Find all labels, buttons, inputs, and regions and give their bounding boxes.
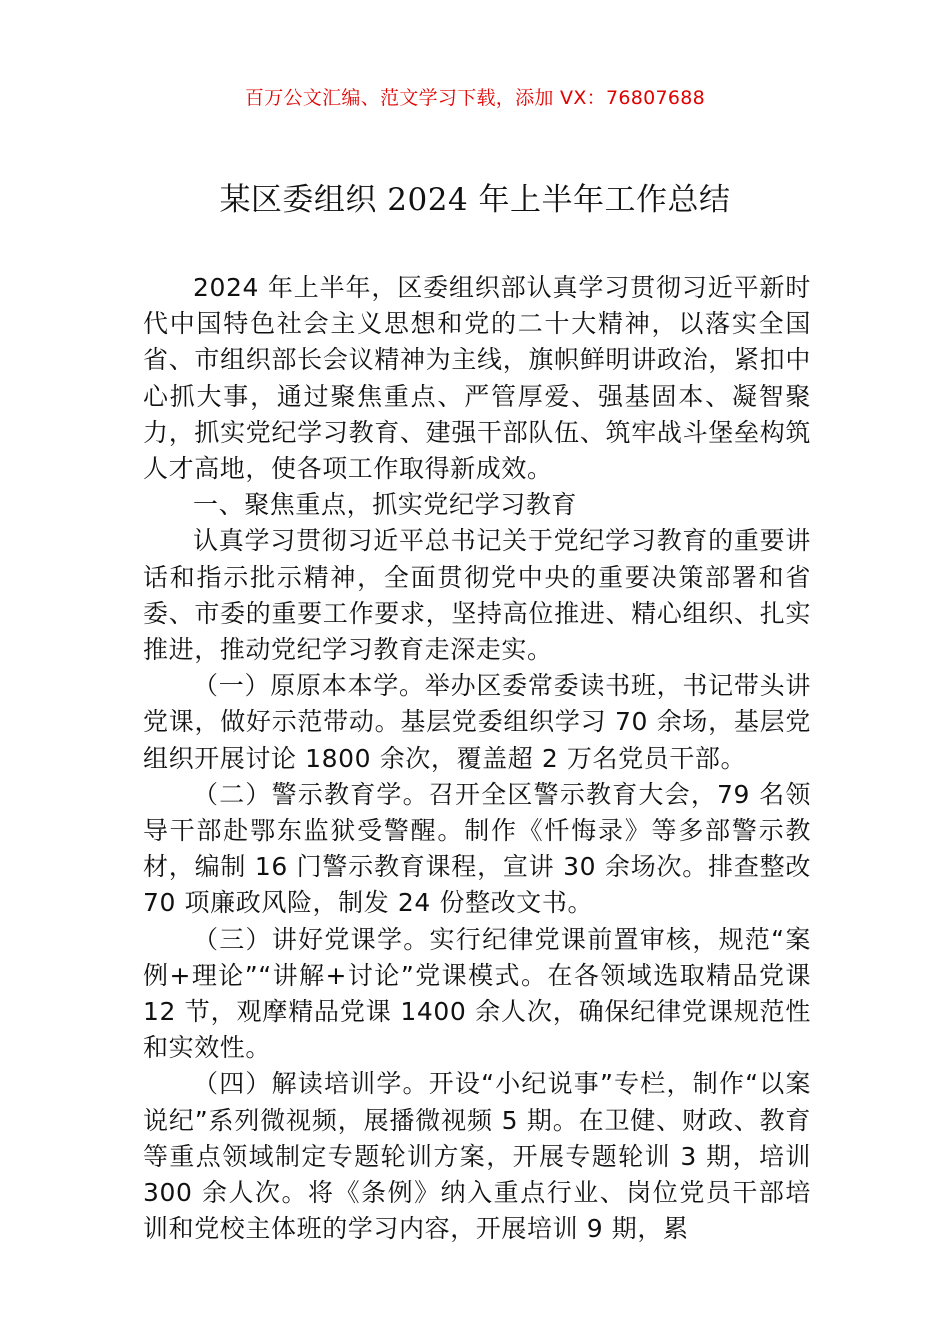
paragraph-item-3: （三）讲好党课学。实行纪律党课前置审核，规范“案例+理论”“讲解+讨论”党课模式。在各领域选取精品党课 12 节，观摩精品党课 1400 余人次，确保纪律党课规范性和实效性。 bbox=[143, 924, 811, 1063]
promo-banner: 百万公文汇编、范文学习下载，添加 VX：76807688 bbox=[244, 87, 706, 109]
paragraph-item-1: （一）原原本本学。举办区委常委读书班，书记带头讲党课，做好示范带动。基层党委组织学习 70 余场，基层党组织开展讨论 1800 余次，覆盖超 2 万名党员干部。 bbox=[143, 671, 811, 773]
paragraph-item-4: （四）解读培训学。开设“小纪说事”专栏，制作“以案说纪”系列微视频，展播微视频 5 期。在卫健、财政、教育等重点领域制定专题轮训方案，开展专题轮训 3 期，培训 300 余人次。将《条例》纳入重点行业、岗位党员干部培训和党校主体班的学习内容，开展培训 9 期，累 bbox=[143, 1069, 811, 1244]
paragraph-section-1: 认真学习贯彻习近平总书记关于党纪学习教育的重要讲话和指示批示精神，全面贯彻党中央的重要决策部署和省委、市委的重要工作要求，坚持高位推进、精心组织、扎实推进，推动党纪学习教育走深走实。 bbox=[143, 526, 811, 665]
paragraph-intro: 2024 年上半年，区委组织部认真学习贯彻习近平新时代中国特色社会主义思想和党的二十大精神，以落实全国省、市组织部长会议精神为主线，旗帜鲜明讲政治，紧扣中心抓大事，通过聚焦重点、严管厚爱、强基固本、凝智聚力，抓实党纪学习教育、建强干部队伍、筑牢战斗堡垒构筑人才高地，使各项工作取得新成效。 bbox=[143, 273, 811, 484]
paragraph-item-2: （二）警示教育学。召开全区警示教育大会，79 名领导干部赴鄂东监狱受警醒。制作《忏悔录》等多部警示教材，编制 16 门警示教育课程，宣讲 30 余场次。排查整改 70 项廉政风险，制发 24 份整改文书。 bbox=[143, 779, 811, 918]
document-title: 某区委组织 2024 年上半年工作总结 bbox=[219, 182, 731, 218]
section-heading-1: 一、聚焦重点，抓实党纪学习教育 bbox=[193, 490, 578, 520]
document-body bbox=[143, 270, 811, 1247]
